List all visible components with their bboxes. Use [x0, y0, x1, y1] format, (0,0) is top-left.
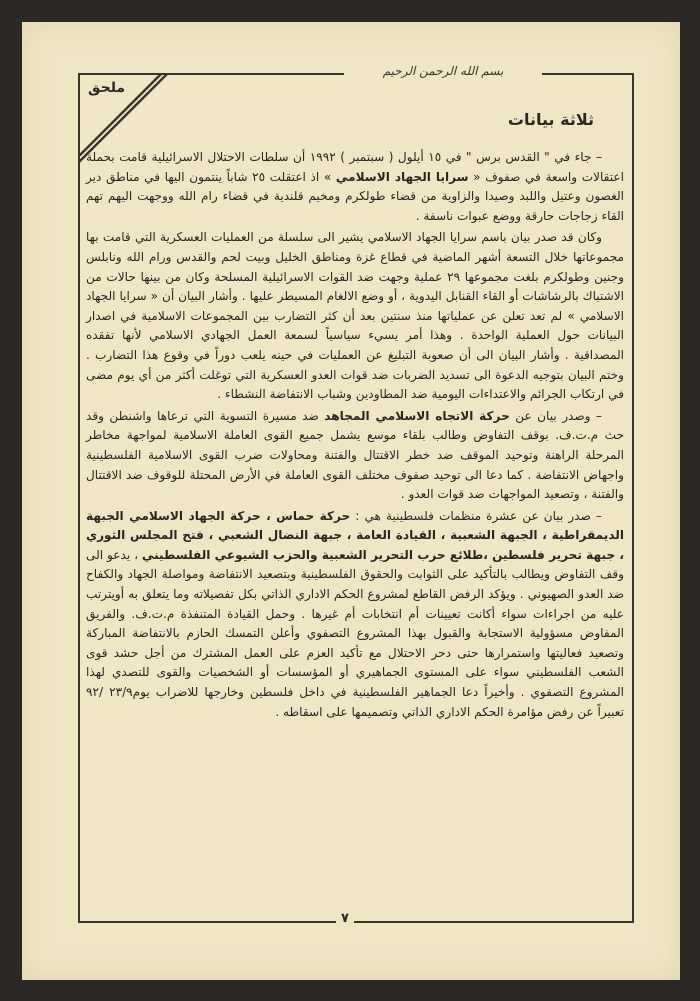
annex-label: ملحق [88, 80, 126, 96]
paragraph-4-text-c: ، يدعو الى وقف التفاوض ويطالب بالتأكيد على الثوابت والحقوق الفلسطينية وبتصعيد الانتفاضة ومواصلة الجهاد والكفاح ضد العدو الصهيوني . ويؤكد الرفض القاطع لمشروع الحكم الاداري الذاتي بكل تفصيلاته وما يتعلق به أويترتب عليه من اجراءات سواء أكانت تعيينات أم انتخابات أم غيرها . وحمل القيادة المتنفذة م.ت.ف. والفريق المفاوض مسؤولية الاستجابة والقبول بهذا المشروع التصفوي وأعلن التمسك الحازم بالانتفاضة المباركة وتصعيد فعاليتها واستمرارها حتى دحر الاحتلال مع تأكيد العزم على العمل المشترك من أجل حشد قوى الشعب الفلسطيني سواء على المستوى الجماهيري أو المؤسسات أو الشخصيات والقوى للتصدي لهذا المشروع التصفوي . وأخيراً دعا الجماهير الفلسطينية في داخل فلسطين وخارجها للاضراب يوم٢٣/٩ /٩٢ تعبيراً عن رفض مؤامرة الحكم الاداري الذاتي وتصميمها على اسقاطه . [86, 547, 624, 719]
paragraph-1 [86, 148, 624, 226]
paragraph-4-bold-orgs: حركة حماس ، حركة الجهاد الاسلامي الجبهة الديمقراطية ، الجبهة الشعبية ، القيادة العامة ، جبهة النضال الشعبي ، فتح المجلس الثوري ، جبهة تحرير فلسطين ،طلائع حرب التحرير الشعبية والحزب الشيوعي الفلسطيني [86, 508, 625, 562]
paragraph-2: وكان قد صدر بيان باسم سرايا الجهاد الاسلامي يشير الى سلسلة من العمليات العسكرية التي قامت بها مجموعاتها خلال التسعة أشهر الماضية في قطاع غزة ومناطق الخليل وبيت لحم والقدس ورام الله ونابلس وجنين وطولكرم بلغت مجموعها ٢٩ عملية وجهت ضد القوات الاسرائيلية المسلحة وكان من بينها حالات من الاشتباك بالرشاشات أو القاء القنابل اليدوية ، أو وضع الالغام المسيطر عليها . وأشار البيان أن « سرايا الجهاد الاسلامي » لم تعد تعلن عن عملياتها منذ سنتين بعد أن كثر التضارب بين المجموعات الاسلامية في اصدار البيانات حول العملية الواحدة . وهذا أمر يسيء سياسياً لسمعة العمل الجهادي الاسلامي لأنها تفقده المصداقية . وأشار البيان الى أن صعوبة التبليغ عن العمليات في حينه يلعب دوراً في وقوع هذا التضارب . وختم البيان بتوجيه الدعوة الى تسديد الضربات ضد قوات العدو العسكرية التي توغلت أكثر من أي يوم مضى في ارتكاب الجرائم والاعتداءات اليومية ضد المطاودين وشباب الانتفاضة النشطاء . [86, 230, 624, 402]
basmala-header: بسم الله الرحمن الرحيم [382, 64, 504, 78]
paragraph-4-text-a: – صدر بيان عن عشرة منظمات فلسطينية هي : [350, 508, 602, 523]
frame-bottom-right-rule [354, 921, 634, 923]
paragraph-1-bold-term: سرايا الجهاد الاسلامي [335, 169, 469, 184]
paragraph-3-bold-term: حركة الاتجاه الاسلامي المجاهد [324, 408, 510, 423]
paragraph-1-text-c: » اذ اعتقلت ٢٥ شاباً ينتمون اليها في مناطق دير الغصون وعتيل واللبد وصيدا والزاوية من قضاء طولكرم ومخيم قلندية في قضاء رام الله ووجهت اليهم تهم القاء زجاجات حارقة ووضع عبوات ناسفة . [86, 169, 624, 223]
paragraph-4 [86, 507, 624, 723]
frame-bottom-left-rule [78, 921, 336, 923]
paragraph-3-text-a: – وصدر بيان عن [509, 408, 602, 423]
document-frame [22, 22, 680, 980]
paragraph-1-text-a: – جاء في " القدس برس " في ١٥ أيلول ( سبتمبر ) ١٩٩٢ أن سلطات الاحتلال الاسرائيلية قامت بحملة اعتقالات واسعة في صفوف « [86, 150, 625, 184]
paragraph-3 [86, 407, 624, 505]
page-number: ٧ [341, 911, 349, 926]
document-body [86, 148, 624, 724]
paragraph-3-text-c: ضد مسيرة التسوية التي ترعاها واشنطن وقد حث م.ت.ف. بوقف التفاوض وطالب بلقاء موسع يشمل جميع القوى العاملة الاسلامية لمواجهة مخاطر المرحلة الراهنة وتوحيد الموقف ضد خطر الاقتتال والفتنة ومحاولات ضرب القوى الاسلامية الفلسطينية واجهاض الانتفاضة . كما دعا الى توحيد صفوف مختلف القوى العاملة في الأرض المحتلة للوقوف ضد الاقتتال والفتنة ، وتصعيد المواجهات ضد قوات العدو . [86, 408, 624, 502]
document-title: ثلاثة بيانات [507, 110, 594, 129]
